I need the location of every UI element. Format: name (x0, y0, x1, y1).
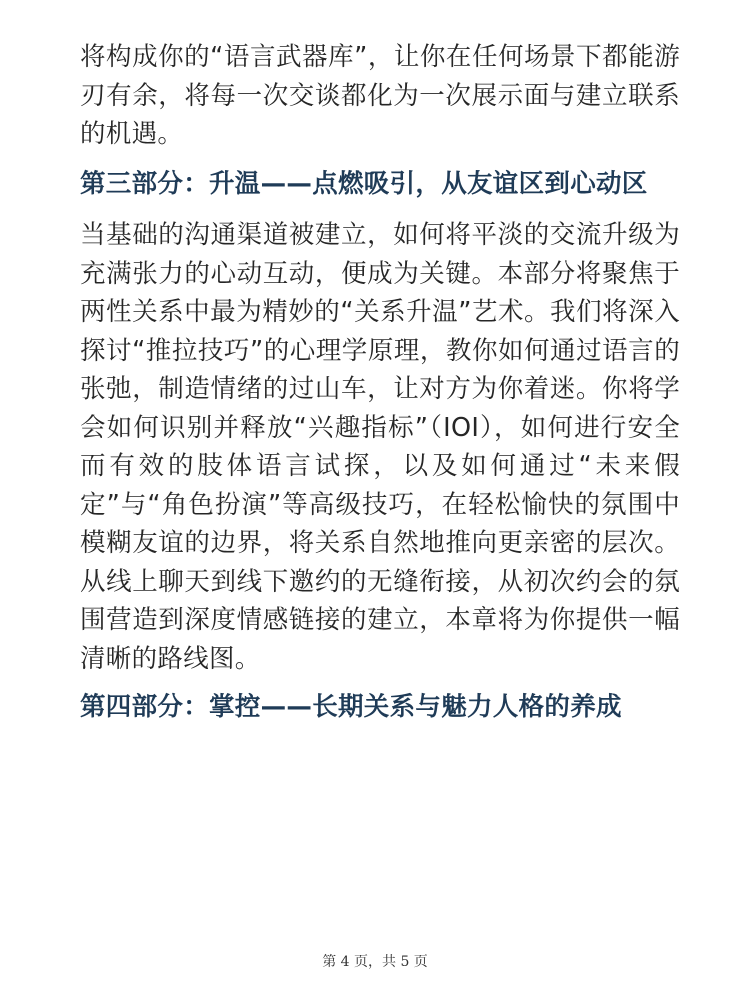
section-3-body: 当基础的沟通渠道被建立，如何将平淡的交流升级为充满张力的心动互动，便成为关键。本部分将聚焦于两性关系中最为精妙的“关系升温”艺术。我们将深入探讨“推拉技巧”的心理学原理，教你如何通过语言的张弛，制造情绪的过山车，让对方为你着迷。你将学会如何识别并释放“兴趣指标”（IOI），如何进行安全而有效的肢体语言试探，以及如何通过“未来假定”与“角色扮演”等高级技巧，在轻松愉快的氛围中模糊友谊的边界，将关系自然地推向更亲密的层次。从线上聊天到线下邀约的无缝衔接，从初次约会的氛围营造到深度情感链接的建立，本章将为你提供一幅清晰的路线图。 (80, 220, 680, 674)
document-page (80, 38, 680, 727)
page-footer: 第 4 页，共 5 页 (322, 954, 428, 970)
intro-paragraph: 将构成你的“语言武器库”，让你在任何场景下都能游刃有余，将每一次交谈都化为一次展示面与建立联系的机遇。 (80, 42, 680, 149)
section-4-heading: 第四部分：掌控——长期关系与魅力人格的养成 (80, 692, 622, 722)
section-3-heading: 第三部分：升温——点燃吸引，从友谊区到心动区 (80, 168, 648, 199)
